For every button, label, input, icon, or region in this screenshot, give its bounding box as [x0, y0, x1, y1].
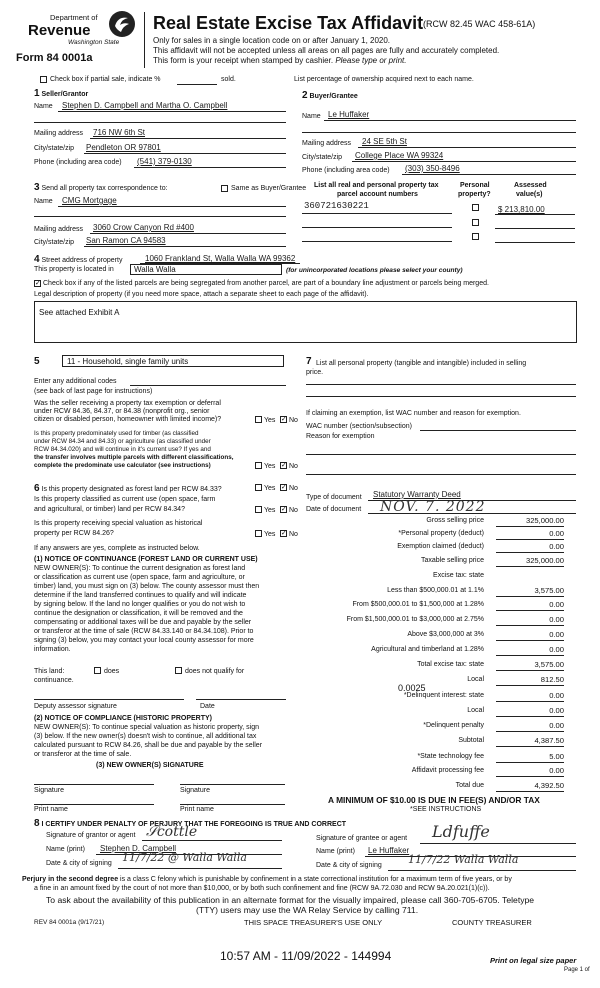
- does-label: does: [104, 668, 120, 675]
- form-title: Real Estate Excise Tax Affidavit: [153, 13, 424, 33]
- s6-q1-no-label: No: [289, 485, 298, 492]
- tax-row-label: Taxable selling price: [420, 557, 484, 564]
- assessed-header-2: value(s): [516, 191, 543, 198]
- s5-q2a: Is this property predominately used for timber (as classified: [34, 430, 199, 437]
- tax-row-value[interactable]: 812.50: [496, 675, 564, 686]
- doc-type-label: Type of document: [306, 494, 362, 501]
- grantee-date-label: Date & city of signing: [316, 862, 382, 869]
- grantee-date[interactable]: 11/7/22 Walla Walla: [408, 853, 519, 866]
- revenue-logo: [6, 8, 136, 48]
- tax-row-value[interactable]: 4,387.50: [496, 736, 564, 747]
- s6-q2-yes[interactable]: [255, 506, 262, 513]
- legal-description: See attached Exhibit A: [39, 308, 120, 317]
- corr-mail[interactable]: 3060 Crow Canyon Rd #400: [93, 223, 194, 232]
- s5-q2-no-label: No: [289, 463, 298, 470]
- tax-row-value[interactable]: 325,000.00: [496, 516, 564, 527]
- buyer-mail-label: Mailing address: [302, 140, 352, 147]
- thisland-label: This land:: [34, 668, 65, 675]
- perjury-t1: is a class C felony which is punishable by confinement in a state correctional institution for a maximum term of five years, or by: [118, 876, 512, 883]
- tax-row-label: *Delinquent penalty: [423, 722, 484, 729]
- personal-property-checkbox-1[interactable]: [472, 204, 479, 211]
- tax-row-label: Local: [467, 707, 484, 714]
- form-number: Form 84 0001a: [16, 52, 93, 64]
- seller-heading: [34, 88, 88, 100]
- buyer-city-label: City/state/zip: [302, 154, 343, 161]
- corr-city[interactable]: San Ramon CA 94583: [86, 236, 166, 245]
- tax-row-label: Total excise tax: state: [417, 661, 484, 668]
- tax-row-label: Excise tax: state: [433, 572, 484, 579]
- partial-label: Check box if partial sale, indicate %: [50, 76, 161, 83]
- notice1-line: timber) land, you must sign on (3) below. The county assessor must then: [34, 583, 260, 590]
- does-not-label: does not qualify for: [185, 668, 245, 675]
- notice1-line: compensating or additional taxes will be due and payable by the seller: [34, 619, 252, 626]
- buyer-name-label: Name: [302, 113, 321, 120]
- buyer-phone-label: Phone (including area code): [302, 167, 390, 174]
- tax-row-label: From $1,500,000.01 to $3,000,000 at 2.75%: [346, 616, 484, 623]
- corr-name-label: Name: [34, 198, 53, 205]
- tax-row-label: *Personal property (deduct): [398, 530, 484, 537]
- notice2-title: (2) NOTICE OF COMPLIANCE (HISTORIC PROPERTY): [34, 715, 212, 722]
- logo-dept: Department of: [50, 13, 98, 22]
- corr-mail-label: Mailing address: [34, 226, 84, 233]
- deputy-label: Deputy assessor signature: [34, 703, 117, 710]
- notice1-line: or classification as current use (open space, farm and agriculture, or: [34, 574, 245, 581]
- s6-num: 6: [34, 483, 40, 494]
- buyer-name[interactable]: Le Huffaker: [328, 110, 370, 119]
- tax-row-label: Local: [467, 676, 484, 683]
- notice2-line: or transferor at the time of sale.: [34, 751, 132, 758]
- does-checkbox[interactable]: [94, 667, 101, 674]
- legal-size-note: Print on legal size paper: [490, 956, 577, 965]
- revenue-swirl-icon: [108, 10, 136, 38]
- s5-q1-no-label: No: [289, 417, 298, 424]
- perjury-bold: Perjury in the second degree: [22, 876, 119, 883]
- s6-q3-no[interactable]: ✓: [281, 530, 287, 537]
- tax-row-label: Exemption claimed (deduct): [397, 543, 484, 550]
- tax-row-label: *State technology fee: [417, 753, 484, 760]
- notice2-line: NEW OWNER(S): To continue special valuation as historic property, sign: [34, 724, 259, 731]
- assessed-header-1: Assessed: [514, 182, 547, 189]
- notice1-line: NEW OWNER(S): To continue the current designation as forest land: [34, 565, 246, 572]
- doc-date-label: Date of document: [306, 506, 362, 513]
- partial-sold: sold.: [221, 76, 236, 83]
- legal-label: Legal description of property (if you need more space, attach a separate sheet to each page of the affidavit).: [34, 291, 369, 298]
- s6-q2-yes-label: Yes: [264, 507, 276, 514]
- unincorp-note: (for unincorporated locations please select your county): [286, 267, 463, 274]
- s8-num: 8: [34, 818, 40, 829]
- s5-q2b: under RCW 84.34 and 84.33) or agriculture (as classified under: [34, 438, 211, 445]
- seller-mail-label: Mailing address: [34, 130, 84, 137]
- notice1-line: continue the designation or classification, it will be removed and the: [34, 610, 243, 617]
- s6-q2-no[interactable]: ✓: [281, 506, 287, 513]
- same-as-buyer-label: Same as Buyer/Grantee: [231, 185, 307, 192]
- seller-phone-label: Phone (including area code): [34, 159, 122, 166]
- notice1-line: information.: [34, 646, 71, 653]
- prop-located-label: This property is located in: [34, 266, 114, 273]
- grantor-signature[interactable]: 𝒮cottle: [146, 824, 198, 840]
- land-use-value: 11 - Household, single family units: [67, 357, 189, 366]
- s6-q2-no-label: No: [289, 507, 298, 514]
- thisland-label2: continuance.: [34, 677, 74, 684]
- tax-row-value[interactable]: 0.00: [496, 706, 564, 717]
- treasurer-use: THIS SPACE TREASURER'S USE ONLY: [244, 918, 383, 927]
- recording-stamp: 10:57 AM - 11/09/2022 - 144994: [220, 949, 392, 963]
- wac-label: WAC number (section/subsection): [306, 423, 412, 430]
- reason-label: Reason for exemption: [306, 433, 375, 440]
- tax-row-label: Subtotal: [458, 737, 484, 744]
- tax-row-value[interactable]: 0.00: [496, 542, 564, 553]
- tax-row-label: Agricultural and timberland at 1.28%: [371, 646, 484, 653]
- tax-row-value[interactable]: 0.00: [496, 691, 564, 702]
- prop-heading: [34, 254, 122, 266]
- s8-certify: I CERTIFY UNDER PENALTY OF PERJURY THAT THE FOREGOING IS TRUE AND CORRECT: [41, 821, 347, 828]
- buyer-phone[interactable]: (303) 350-8496: [405, 164, 460, 173]
- grantee-name[interactable]: Le Huffaker: [368, 846, 410, 855]
- perjury-line1: [22, 876, 512, 884]
- deputy-date-label: Date: [200, 703, 215, 710]
- segregated-checkbox[interactable]: ✓: [35, 280, 41, 287]
- s5-q1-yes-label: Yes: [264, 417, 276, 424]
- s5-q2e: complete the predominate use calculator (see instructions): [34, 462, 211, 469]
- s6-q3a: Is this property receiving special valuation as historical: [34, 520, 203, 527]
- s6-q2b: and agricultural, or timber) land per RCW 84.34?: [34, 506, 185, 513]
- exempt-note: If claiming an exemption, list WAC number and reason for exemption.: [306, 410, 521, 417]
- tax-row-value[interactable]: 3,575.00: [496, 586, 564, 597]
- codes-note: (see back of last page for instructions): [34, 388, 153, 395]
- s6-q3-yes-label: Yes: [264, 531, 276, 538]
- grantee-sig-label: Signature of grantee or agent: [316, 835, 408, 842]
- s5-q1c: citizen or disabled person, homeowner with limited income)?: [34, 416, 222, 423]
- notice2-line: calculated pursuant to RCW 84.26, shall be due and payable by the seller: [34, 742, 263, 749]
- header-line3-text: This form is your receipt when stamped by cashier.: [153, 56, 334, 65]
- seller-city[interactable]: Pendleton OR 97801: [86, 143, 161, 152]
- s6-q2a: Is this property classified as current use (open space, farm: [34, 496, 216, 503]
- tax-row-label: Total due: [455, 782, 484, 789]
- county-treasurer: COUNTY TREASURER: [452, 918, 532, 927]
- corr-name[interactable]: CMG Mortgage: [62, 196, 117, 205]
- does-not-checkbox[interactable]: [175, 667, 182, 674]
- personal-header-2: property?: [458, 191, 491, 198]
- personal-header-1: Personal: [460, 182, 490, 189]
- tax-row-value[interactable]: 0.00: [496, 630, 564, 641]
- grantor-date[interactable]: 11/7/22 @ Walla Walla: [122, 851, 247, 864]
- seller-phone[interactable]: (541) 379-0130: [137, 157, 192, 166]
- same-as-buyer-checkbox[interactable]: [221, 185, 228, 192]
- corr-heading: [34, 182, 168, 194]
- see-instructions: *SEE INSTRUCTIONS: [410, 806, 482, 813]
- grantor-date-label: Date & city of signing: [46, 860, 112, 867]
- corr-city-label: City/state/zip: [34, 239, 75, 246]
- doc-type[interactable]: Statutory Warranty Deed: [373, 490, 461, 499]
- owner-print-label-2: Print name: [180, 806, 214, 813]
- tax-row-label: Less than $500,000.01 at 1.1%: [387, 587, 484, 594]
- seller-name-label: Name: [34, 103, 53, 110]
- s5-q2d: the transfer involves multiple parcels with different classifications,: [34, 454, 234, 461]
- segregated-label: Check box if any of the listed parcels are being segregated from another parcel, are part of a boundary line adjustment or parcels being merged.: [43, 280, 489, 287]
- seller-name[interactable]: Stephen D. Campbell and Martha O. Campbell: [62, 101, 228, 110]
- s5-q2-yes[interactable]: [255, 462, 262, 469]
- tax-row-value[interactable]: 0.00: [496, 615, 564, 626]
- notice1-line: determine if the land transferred continues to qualify and will indicate: [34, 592, 247, 599]
- county-select[interactable]: [130, 264, 282, 275]
- s5-q1-yes[interactable]: [255, 416, 262, 423]
- tax-row-label: From $500,000.01 to $1,500,000 at 1.28%: [352, 601, 484, 608]
- s5-q2-yes-label: Yes: [264, 463, 276, 470]
- partial-percent-line: [177, 84, 217, 85]
- notice1-line: signing (3) below, you may contact your local county assessor for more: [34, 637, 254, 644]
- tax-row-label: *Delinquent interest: state: [403, 692, 484, 699]
- local-rate: 0.0025: [398, 683, 426, 693]
- parcel-header-2: parcel account numbers: [337, 191, 418, 198]
- buyer-mail[interactable]: 24 SE 5th St: [362, 137, 407, 146]
- s6-q3-no-label: No: [289, 531, 298, 538]
- codes-label: Enter any additional codes: [34, 378, 117, 385]
- grantee-signature[interactable]: Ldfuffe: [432, 822, 490, 841]
- corr-title: Send all property tax correspondence to:: [41, 185, 168, 192]
- buyer-num: 2: [302, 90, 308, 101]
- land-use-select[interactable]: [62, 355, 284, 367]
- grantee-name-label: Name (print): [316, 848, 355, 855]
- minimum-note: A MINIMUM OF $10.00 IS DUE IN FEE(S) AND/OR TAX: [328, 795, 540, 805]
- rev-number: REV 84 0001a (9/17/21): [34, 919, 105, 926]
- assessed-value[interactable]: $ 213,810.00: [498, 205, 545, 214]
- seller-title: Seller/Grantor: [41, 91, 89, 98]
- notice2-line: (3) below. If the new owner(s) doesn't wish to continue, all additional tax: [34, 733, 257, 740]
- tax-row-value[interactable]: 0.00: [496, 529, 564, 540]
- legal-description-field[interactable]: [34, 301, 577, 343]
- buyer-city[interactable]: College Place WA 99324: [355, 151, 444, 160]
- s5-q1-no[interactable]: ✓: [281, 416, 287, 423]
- s5-q2c: RCW 84.34.020) and will continue in it's current use? If yes and: [34, 446, 211, 453]
- seller-num: 1: [34, 88, 40, 99]
- doc-date[interactable]: NOV. 7. 2022: [380, 499, 486, 515]
- page-number: Page 1 of: [564, 967, 590, 973]
- notice1-title: (1) NOTICE OF CONTINUANCE (FOREST LAND OR CURRENT USE): [34, 556, 258, 563]
- tax-row-value[interactable]: 0.00: [496, 721, 564, 732]
- tax-row-value[interactable]: 0.00: [496, 645, 564, 656]
- s5-num: 5: [34, 356, 40, 367]
- header-line3-italic: Please type or print.: [335, 56, 407, 65]
- tax-row-value[interactable]: 0.00: [496, 600, 564, 611]
- s6-q1: Is this property designated as forest land per RCW 84.33?: [41, 486, 222, 493]
- ownership-note: List percentage of ownership acquired next to each name.: [294, 76, 474, 83]
- buyer-title: Buyer/Grantee: [309, 93, 358, 100]
- owner-print-label-1: Print name: [34, 806, 68, 813]
- header-line1: Only for sales in a single location code on or after January 1, 2020.: [153, 36, 391, 45]
- s6-q3-yes[interactable]: [255, 530, 262, 537]
- buyer-heading: [302, 90, 358, 102]
- tax-row-value[interactable]: 3,575.00: [496, 660, 564, 671]
- s5-q2-no[interactable]: ✓: [281, 462, 287, 469]
- s7-text1: List all personal property (tangible and intangible) included in selling: [316, 360, 527, 367]
- s6-ifany: If any answers are yes, complete as instructed below.: [34, 545, 200, 552]
- tax-row-value[interactable]: 5.00: [496, 752, 564, 763]
- personal-property-checkbox-2[interactable]: [472, 219, 479, 226]
- s6-q1-no[interactable]: ✓: [281, 484, 287, 491]
- tax-row-value[interactable]: 325,000.00: [496, 556, 564, 567]
- county-value: Walla Walla: [134, 265, 176, 274]
- seller-mail[interactable]: 716 NW 6th St: [93, 128, 146, 137]
- prop-street-label: Street address of property: [41, 257, 123, 264]
- logo-revenue: Revenue: [28, 22, 91, 39]
- tax-row-value[interactable]: 0.00: [496, 766, 564, 777]
- alt-format-1: To ask about the availability of this publication in an alternate format for the visually impaired, please call 360-705-6705. Teletype: [46, 895, 535, 905]
- owner-sig-label-2: Signature: [180, 787, 210, 794]
- corr-num: 3: [34, 182, 40, 193]
- tax-row-label: Above $3,000,000 at 3%: [407, 631, 484, 638]
- s6-q3b: property per RCW 84.26?: [34, 530, 114, 537]
- s6-q1-yes-label: Yes: [264, 485, 276, 492]
- notice3-title: (3) NEW OWNER(S) SIGNATURE: [96, 762, 204, 769]
- header-divider: [144, 12, 145, 68]
- s6-q1-row: [34, 483, 222, 495]
- parcel-account-number[interactable]: 360721630221: [304, 201, 369, 211]
- owner-sig-label-1: Signature: [34, 787, 64, 794]
- notice1-line: or transferor at the time of sale (RCW 84.33.140 or 84.34.108). Prior to: [34, 628, 254, 635]
- personal-property-checkbox-3[interactable]: [472, 233, 479, 240]
- s7-text2: price.: [306, 369, 324, 376]
- perjury-line2: a fine in an amount fixed by the court of not more than $10,000, or by both such confinement and fine (RCW 9A.72.030 and RCW 9A.20.021(1)(c)).: [34, 885, 490, 892]
- grantor-name[interactable]: Stephen D. Campbell: [100, 844, 177, 853]
- tax-row-label: Gross selling price: [426, 517, 484, 524]
- s7-num: 7: [306, 356, 312, 367]
- s6-q1-yes[interactable]: [255, 484, 262, 491]
- header-line2: This affidavit will not be accepted unless all areas on all pages are fully and accurately completed.: [153, 46, 500, 55]
- prop-street[interactable]: 1060 Frankland St, Walla Walla WA 99362: [145, 254, 296, 263]
- seller-city-label: City/state/zip: [34, 145, 75, 152]
- logo-wa: Washington State: [68, 39, 120, 46]
- header-line3: [153, 56, 406, 65]
- prop-num: 4: [34, 254, 40, 265]
- grantor-sig-label: Signature of grantor or agent: [46, 832, 136, 839]
- tax-row-label: Affidavit processing fee: [411, 767, 484, 774]
- partial-sale-checkbox[interactable]: [40, 76, 47, 83]
- s5-q1b: under RCW 84.36, 84.37, or 84.38 (nonprofit org., senior: [34, 408, 210, 415]
- alt-format-2: (TTY) users may use the WA Relay Service by calling 711.: [196, 905, 419, 915]
- form-statute: (RCW 82.45 WAC 458-61A): [423, 19, 536, 29]
- s5-q1a: Was the seller receiving a property tax exemption or deferral: [34, 400, 221, 407]
- notice1-line: by signing below. If the land no longer qualifies or you do not wish to: [34, 601, 246, 608]
- parcel-header-1: List all real and personal property tax: [314, 182, 439, 189]
- grantor-name-label: Name (print): [46, 846, 85, 853]
- tax-row-value[interactable]: 4,392.50: [496, 781, 564, 792]
